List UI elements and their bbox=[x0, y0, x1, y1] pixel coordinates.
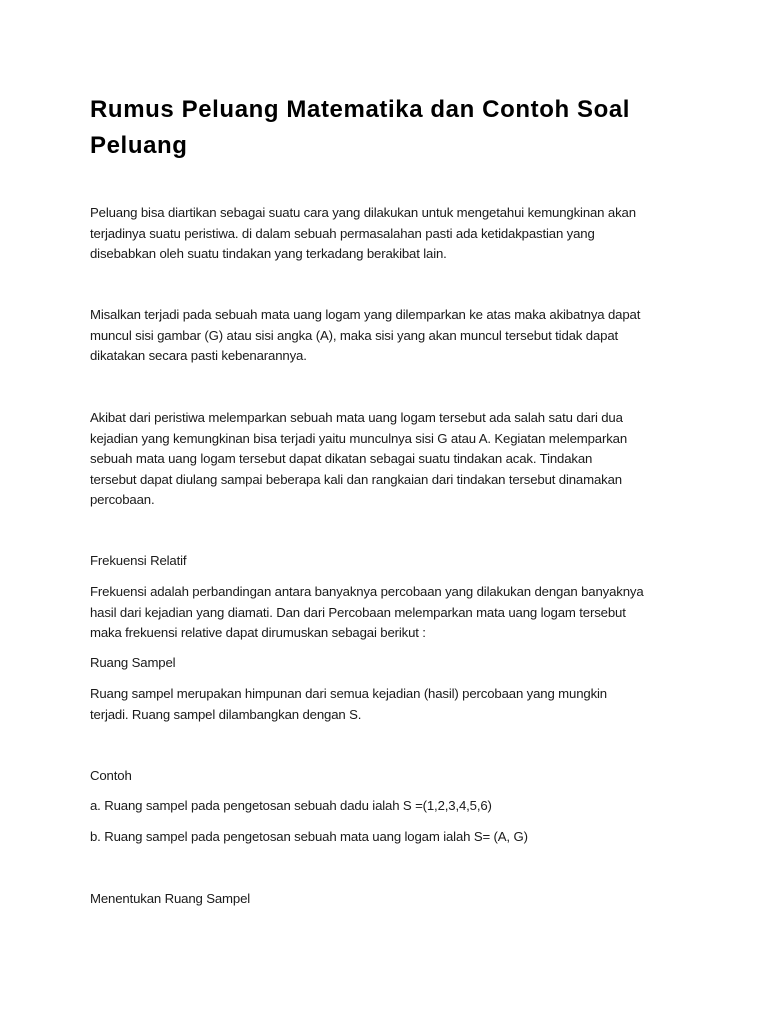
text-line: tersebut dapat diulang sampai beberapa kali dan rangkaian dari tindakan tersebut dinamakan bbox=[90, 471, 622, 487]
text-line: sebuah mata uang logam tersebut dapat dikatan sebagai suatu tindakan acak. Tindakan bbox=[90, 451, 593, 467]
text-line: Ruang sampel merupakan himpunan dari semua kejadian (hasil) percobaan yang mungkin bbox=[90, 686, 607, 701]
example-b: b. Ruang sampel pada pengetosan sebuah mata uang logam ialah S= (A, G) bbox=[90, 829, 528, 844]
example-a: a. Ruang sampel pada pengetosan sebuah dadu ialah S =(1,2,3,4,5,6) bbox=[90, 798, 492, 813]
text-line: hasil dari kejadian yang diamati. Dan dari Percobaan melemparkan mata uang logam tersebut bbox=[90, 604, 626, 620]
paragraph-frekuensi bbox=[90, 582, 644, 644]
text-line: percobaan. bbox=[90, 492, 155, 508]
page-title bbox=[90, 92, 630, 164]
text-line: Misalkan terjadi pada sebuah mata uang logam yang dilemparkan ke atas maka akibatnya dapat bbox=[90, 307, 641, 322]
title-line: Peluang bbox=[90, 132, 188, 159]
heading-contoh: Contoh bbox=[90, 768, 132, 783]
text-line: maka frekuensi relative dapat dirumuskan sebagai berikut : bbox=[90, 625, 426, 641]
text-line: dikatakan secara pasti kebenarannya. bbox=[90, 348, 307, 364]
text-line: Akibat dari peristiwa melemparkan sebuah mata uang logam tersebut ada salah satu dari dua bbox=[90, 410, 623, 425]
paragraph-intro bbox=[90, 203, 636, 265]
text-line: Frekuensi adalah perbandingan antara banyaknya percobaan yang dilakukan dengan banyaknya bbox=[90, 584, 644, 599]
paragraph-coin bbox=[90, 305, 640, 367]
text-line: muncul sisi gambar (G) atau sisi angka (A), maka sisi yang akan muncul tersebut tidak dapat bbox=[90, 327, 619, 343]
text-line: disebabkan oleh suatu tindakan yang terkadang berakibat lain. bbox=[90, 246, 447, 262]
text-line: kejadian yang kemungkinan bisa terjadi yaitu munculnya sisi G atau A. Kegiatan melemparkan bbox=[90, 430, 628, 446]
title-line: Rumus Peluang Matematika dan Contoh Soal bbox=[90, 96, 631, 123]
heading-menentukan-ruang-sampel: Menentukan Ruang Sampel bbox=[90, 891, 251, 906]
heading-ruang-sampel: Ruang Sampel bbox=[90, 655, 176, 670]
paragraph-ruang-sampel bbox=[90, 684, 607, 725]
text-line: Peluang bisa diartikan sebagai suatu cara yang dilakukan untuk mengetahui kemungkinan akan bbox=[90, 205, 636, 220]
paragraph-experiment bbox=[90, 408, 627, 511]
text-line: terjadi. Ruang sampel dilambangkan dengan S. bbox=[90, 706, 362, 722]
text-line: terjadinya suatu peristiwa. di dalam sebuah permasalahan pasti ada ketidakpastian yang bbox=[90, 225, 595, 241]
heading-frekuensi-relatif: Frekuensi Relatif bbox=[90, 553, 187, 568]
